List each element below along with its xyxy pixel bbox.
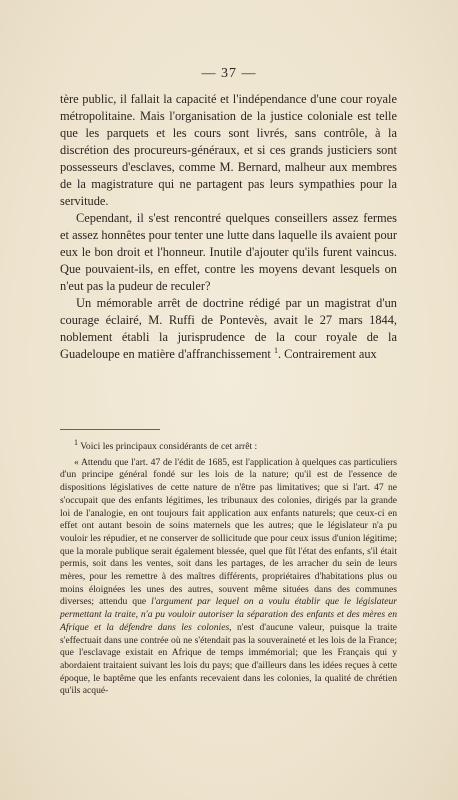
footnote-text-part-2: n'est d'aucune valeur, puisque la traite s'effectuait dans une contrée où ne s'étendait pas la souveraineté et les lois de la France; que l'esclavage existait en Afrique de temps immémorial; que les Français qui y abordaient traitaient suivant les lois du pays; que d'ailleurs dans les idées reçues à cette époque, le baptême que les enfants recevaient dans les colonies, la qualité de chrétien qu'ils acqué- [60, 621, 397, 697]
footnote-reference: 1 [273, 345, 278, 355]
footnote-intro [60, 437, 397, 454]
footnote-italic-text: l'argument par lequel on a voulu établir que le législateur permettant la traite, n'a pu vouloir autoriser la séparation des enfants et des mères en Afrique et la défendre dans les colonies, [60, 596, 397, 633]
footnote-text-part-1: « Attendu que l'art. 47 de l'édit de 1685, est l'application à quelques cas particuliers d'un principe général fondé sur les lois de la nature; qu'il est de l'essence de dispositions législatives de cette nature de n'être pas limitatives; que si l'art. 47 ne s'occupait que des enfants légitimes, les tribunaux des colonies, dirigés par la grande loi de l'analogie, en ont toujours fait application aux enfants naturels; que ceux-ci en effet ont autant besoin de soins maternels que les autres; que le législateur n'a pu vouloir les répudier, et ne conserver de sollicitude que pour ceux issus d'union légitime; que la morale publique serait également blessée, quel que fût l'état des enfants, s'il était permis, soit dans les ventes, soit dans les partages, de les arracher du sein de leurs mères, pour les remettre à des maîtres différents, propriétaires d'habitations plus ou moins éloignées les unes des autres, souvent même situées dans des communes diverses; attendu que [60, 456, 397, 608]
paragraph-1: tère public, il fallait la capacité et l'indépendance d'une cour royale métropolitaine. Mais l'organisation de la justice coloniale est telle que les parquets et les cours sont livrés, sans contrôle, à la discrétion des procureurs-généraux, et si ces grands justiciers sont possesseurs d'esclaves, comme M. Bernard, malheur aux membres de la magistrature qui ne partagent pas leurs sympathies pour la servitude. [60, 92, 397, 208]
footnote-number: 1 [74, 437, 78, 447]
footnote-divider [60, 429, 160, 430]
footnote-intro-text: Voici les principaux considérants de cet arrêt : [80, 441, 258, 452]
paragraph-2: Cependant, il s'est rencontré quelques conseillers assez fermes et assez honnêtes pour tenter une lutte dans laquelle ils avaient pour eux le bon droit et l'honneur. Inutile d'ajouter qu'ils furent vaincus. Que pouvaient-ils, en effet, contre les moyens devant lesquels on n'eut pas la pudeur de reculer? [60, 211, 397, 293]
footnote [60, 437, 397, 698]
paragraph-3: Un mémorable arrêt de doctrine rédigé par un magistrat d'un courage éclairé, M. Ruffi de Pontevès, avait le 27 mars 1844, noblement établi la jurisprudence de la cour royale de la Guadeloupe en matière d'affranchissement $^1$. Contrairement aux [60, 296, 397, 361]
footnote-body [60, 457, 397, 698]
paragraph-3-text: Un mémorable arrêt de doctrine rédigé par un magistrat d'un courage éclairé, M. Ruffi de Pontevès, avait le 27 mars 1844, noblement établi la jurisprudence de la cour royale de la Guadeloupe en matière d'affranchissement [60, 296, 397, 361]
page-number: — 37 — [201, 66, 257, 81]
paragraph-3-tail: Contrairement aux [284, 347, 377, 361]
main-text [60, 91, 397, 363]
